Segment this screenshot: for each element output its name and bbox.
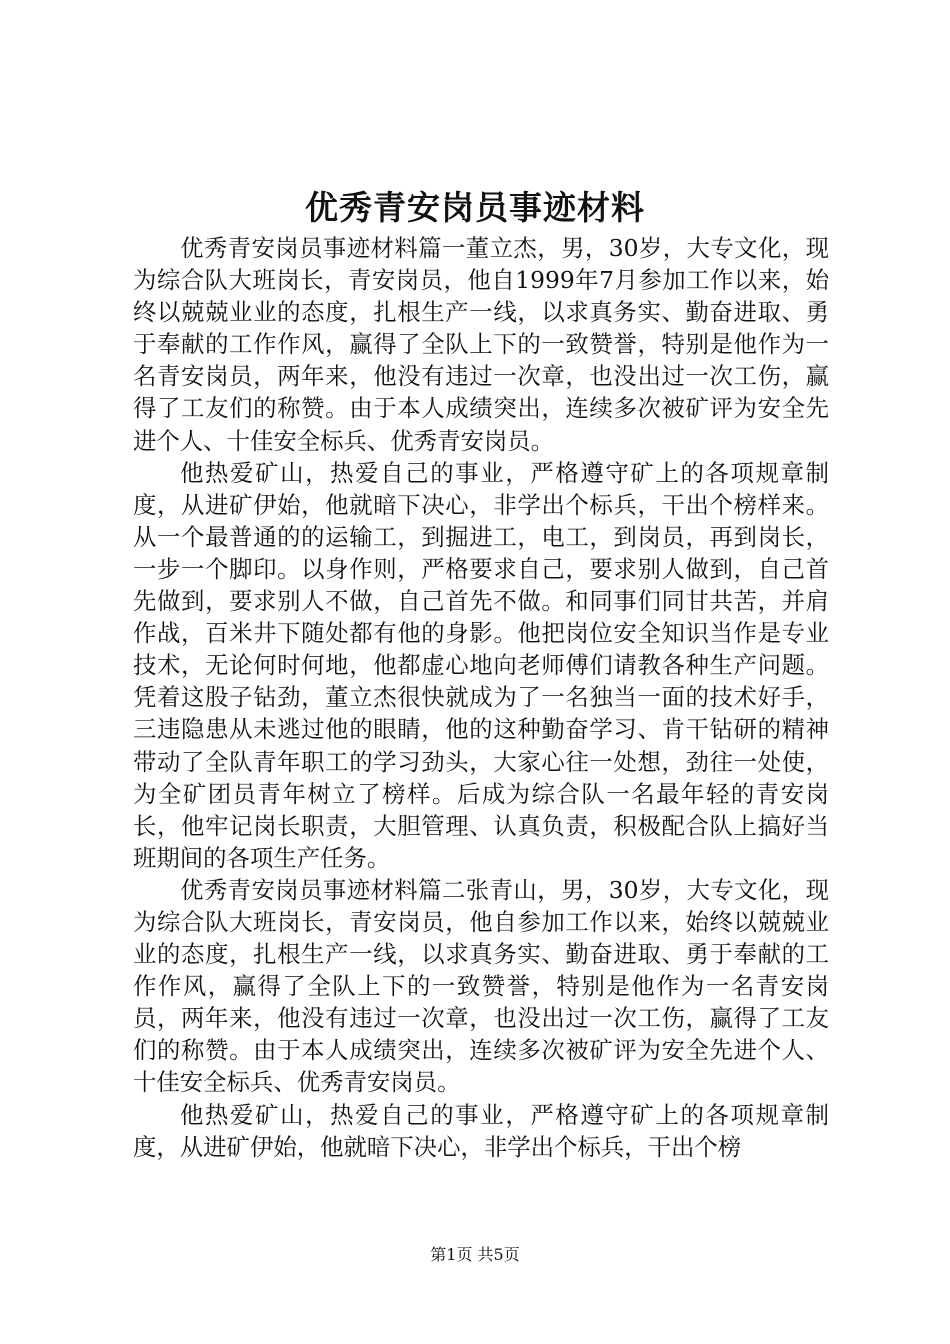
paragraph-4: 他热爱矿山，热爱自己的事业，严格遵守矿上的各项规章制度，从进矿伊始，他就暗下决心，非学出个标兵，干出个榜 — [133, 1100, 829, 1161]
page-number-footer: 第1页 共5页 — [430, 1245, 520, 1264]
document-body — [133, 232, 829, 1163]
document-title: 优秀青安岗员事迹材料 — [305, 188, 645, 227]
paragraph-1: 优秀青安岗员事迹材料篇一董立杰，男，30岁，大专文化，现为综合队大班岗长，青安岗员，他自1999年7月参加工作以来，始终以兢兢业业的态度，扎根生产一线，以求真务实、勤奋进取、勇于奉献的工作作风，赢得了全队上下的一致赞誉，特别是他作为一名青安岗员，两年来，他没有违过一次章，也没出过一次工伤，赢得了工友们的称赞。由于本人成绩突出，连续多次被矿评为安全先进个人、十佳安全标兵、优秀青安岗员。 — [133, 234, 829, 455]
paragraph-3: 优秀青安岗员事迹材料篇二张青山，男，30岁，大专文化，现为综合队大班岗长，青安岗员，他自参加工作以来，始终以兢兢业业的态度，扎根生产一线，以求真务实、勤奋进取、勇于奉献的工作作风，赢得了全队上下的一致赞誉，特别是他作为一名青安岗员，两年来，他没有违过一次章，也没出过一次工伤，赢得了工友们的称赞。由于本人成绩突出，连续多次被矿评为安全先进个人、十佳安全标兵、优秀青安岗员。 — [133, 875, 829, 1097]
paragraph-2: 他热爱矿山，热爱自己的事业，严格遵守矿上的各项规章制度，从进矿伊始，他就暗下决心，非学出个标兵，干出个榜样来。从一个最普通的的运输工，到掘进工，电工，到岗员，再到岗长，一步一个脚印。以身作则，严格要求自己，要求别人做到，自己首先做到，要求别人不做，自己首先不做。和同事们同甘共苦，并肩作战，百米井下随处都有他的身影。他把岗位安全知识当作是专业技术，无论何时何地，他都虚心地向老师傅们请教各种生产问题。凭着这股子钻劲，董立杰很快就成为了一名独当一面的技术好手，三违隐患从未逃过他的眼睛，他的这种勤奋学习、肯干钻研的精神带动了全队青年职工的学习劲头，大家心往一处想，劲往一处使，为全矿团员青年树立了榜样。后成为综合队一名最年轻的青安岗长，他牢记岗长职责，大胆管理、认真负责，积极配合队上搞好当班期间的各项生产任务。 — [133, 458, 829, 872]
